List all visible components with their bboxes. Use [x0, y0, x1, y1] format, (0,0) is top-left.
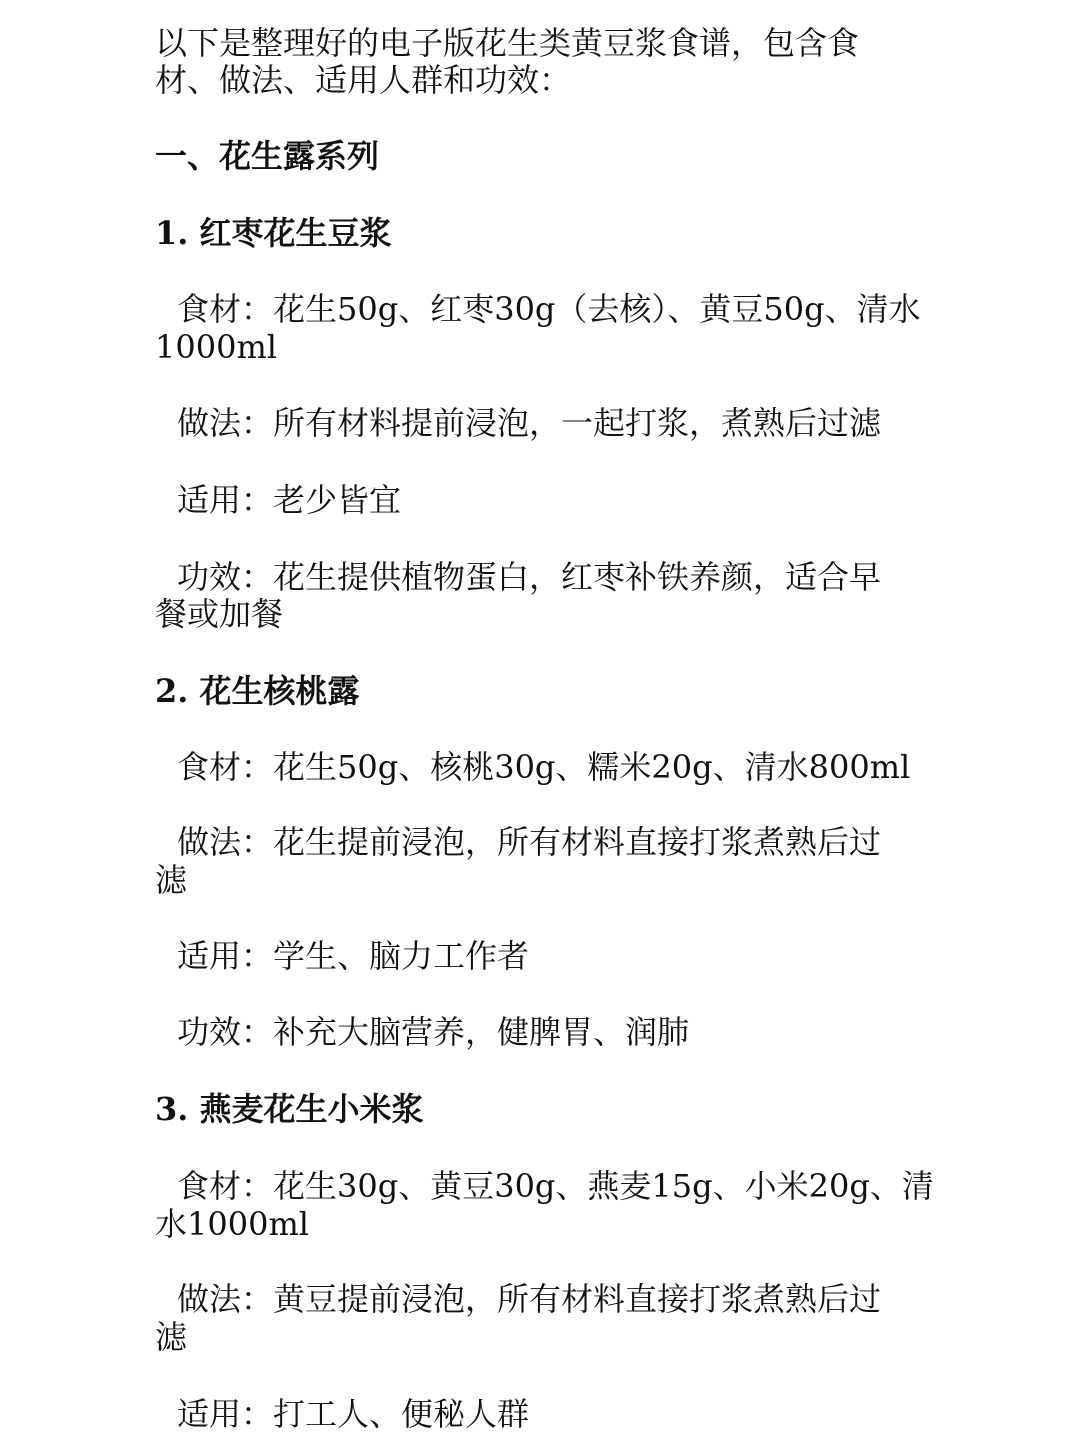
benefits-line-1: 功效：花生提供植物蛋白，红枣补铁养颜，适合早	[177, 558, 882, 596]
suitable-for: 适用：老少皆宜	[177, 481, 402, 519]
method-line-2: 滤	[155, 861, 188, 899]
recipe-title: 1. 红枣花生豆浆	[155, 214, 392, 252]
ingredients-line-1: 食材：花生30g、黄豆30g、燕麦15g、小米20g、清	[177, 1167, 934, 1205]
ingredients-line-2: 水1000ml	[155, 1205, 310, 1243]
method: 做法：所有材料提前浸泡，一起打浆，煮熟后过滤	[177, 404, 882, 442]
recipe-title: 3. 燕麦花生小米浆	[155, 1090, 424, 1128]
benefits: 功效：补充大脑营养，健脾胃、润肺	[177, 1013, 690, 1051]
ingredients-line-1: 食材：花生50g、红枣30g（去核）、黄豆50g、清水	[177, 290, 921, 328]
method-line-1: 做法：黄豆提前浸泡，所有材料直接打浆煮熟后过	[177, 1280, 882, 1318]
ingredients-line-2: 1000ml	[155, 328, 278, 366]
recipe-title: 2. 花生核桃露	[155, 672, 360, 710]
suitable-for: 适用：学生、脑力工作者	[177, 937, 530, 975]
intro-line-2: 材、做法、适用人群和功效：	[155, 61, 572, 99]
intro-line-1: 以下是整理好的电子版花生类黄豆浆食谱，包含食	[155, 24, 860, 62]
suitable-for: 适用：打工人、便秘人群	[177, 1395, 530, 1433]
ingredients: 食材：花生50g、核桃30g、糯米20g、清水800ml	[177, 748, 911, 786]
method-line-1: 做法：花生提前浸泡，所有材料直接打浆煮熟后过	[177, 823, 882, 861]
method-line-2: 滤	[155, 1318, 188, 1356]
benefits-line-2: 餐或加餐	[155, 595, 284, 633]
section-title: 一、花生露系列	[155, 137, 380, 175]
